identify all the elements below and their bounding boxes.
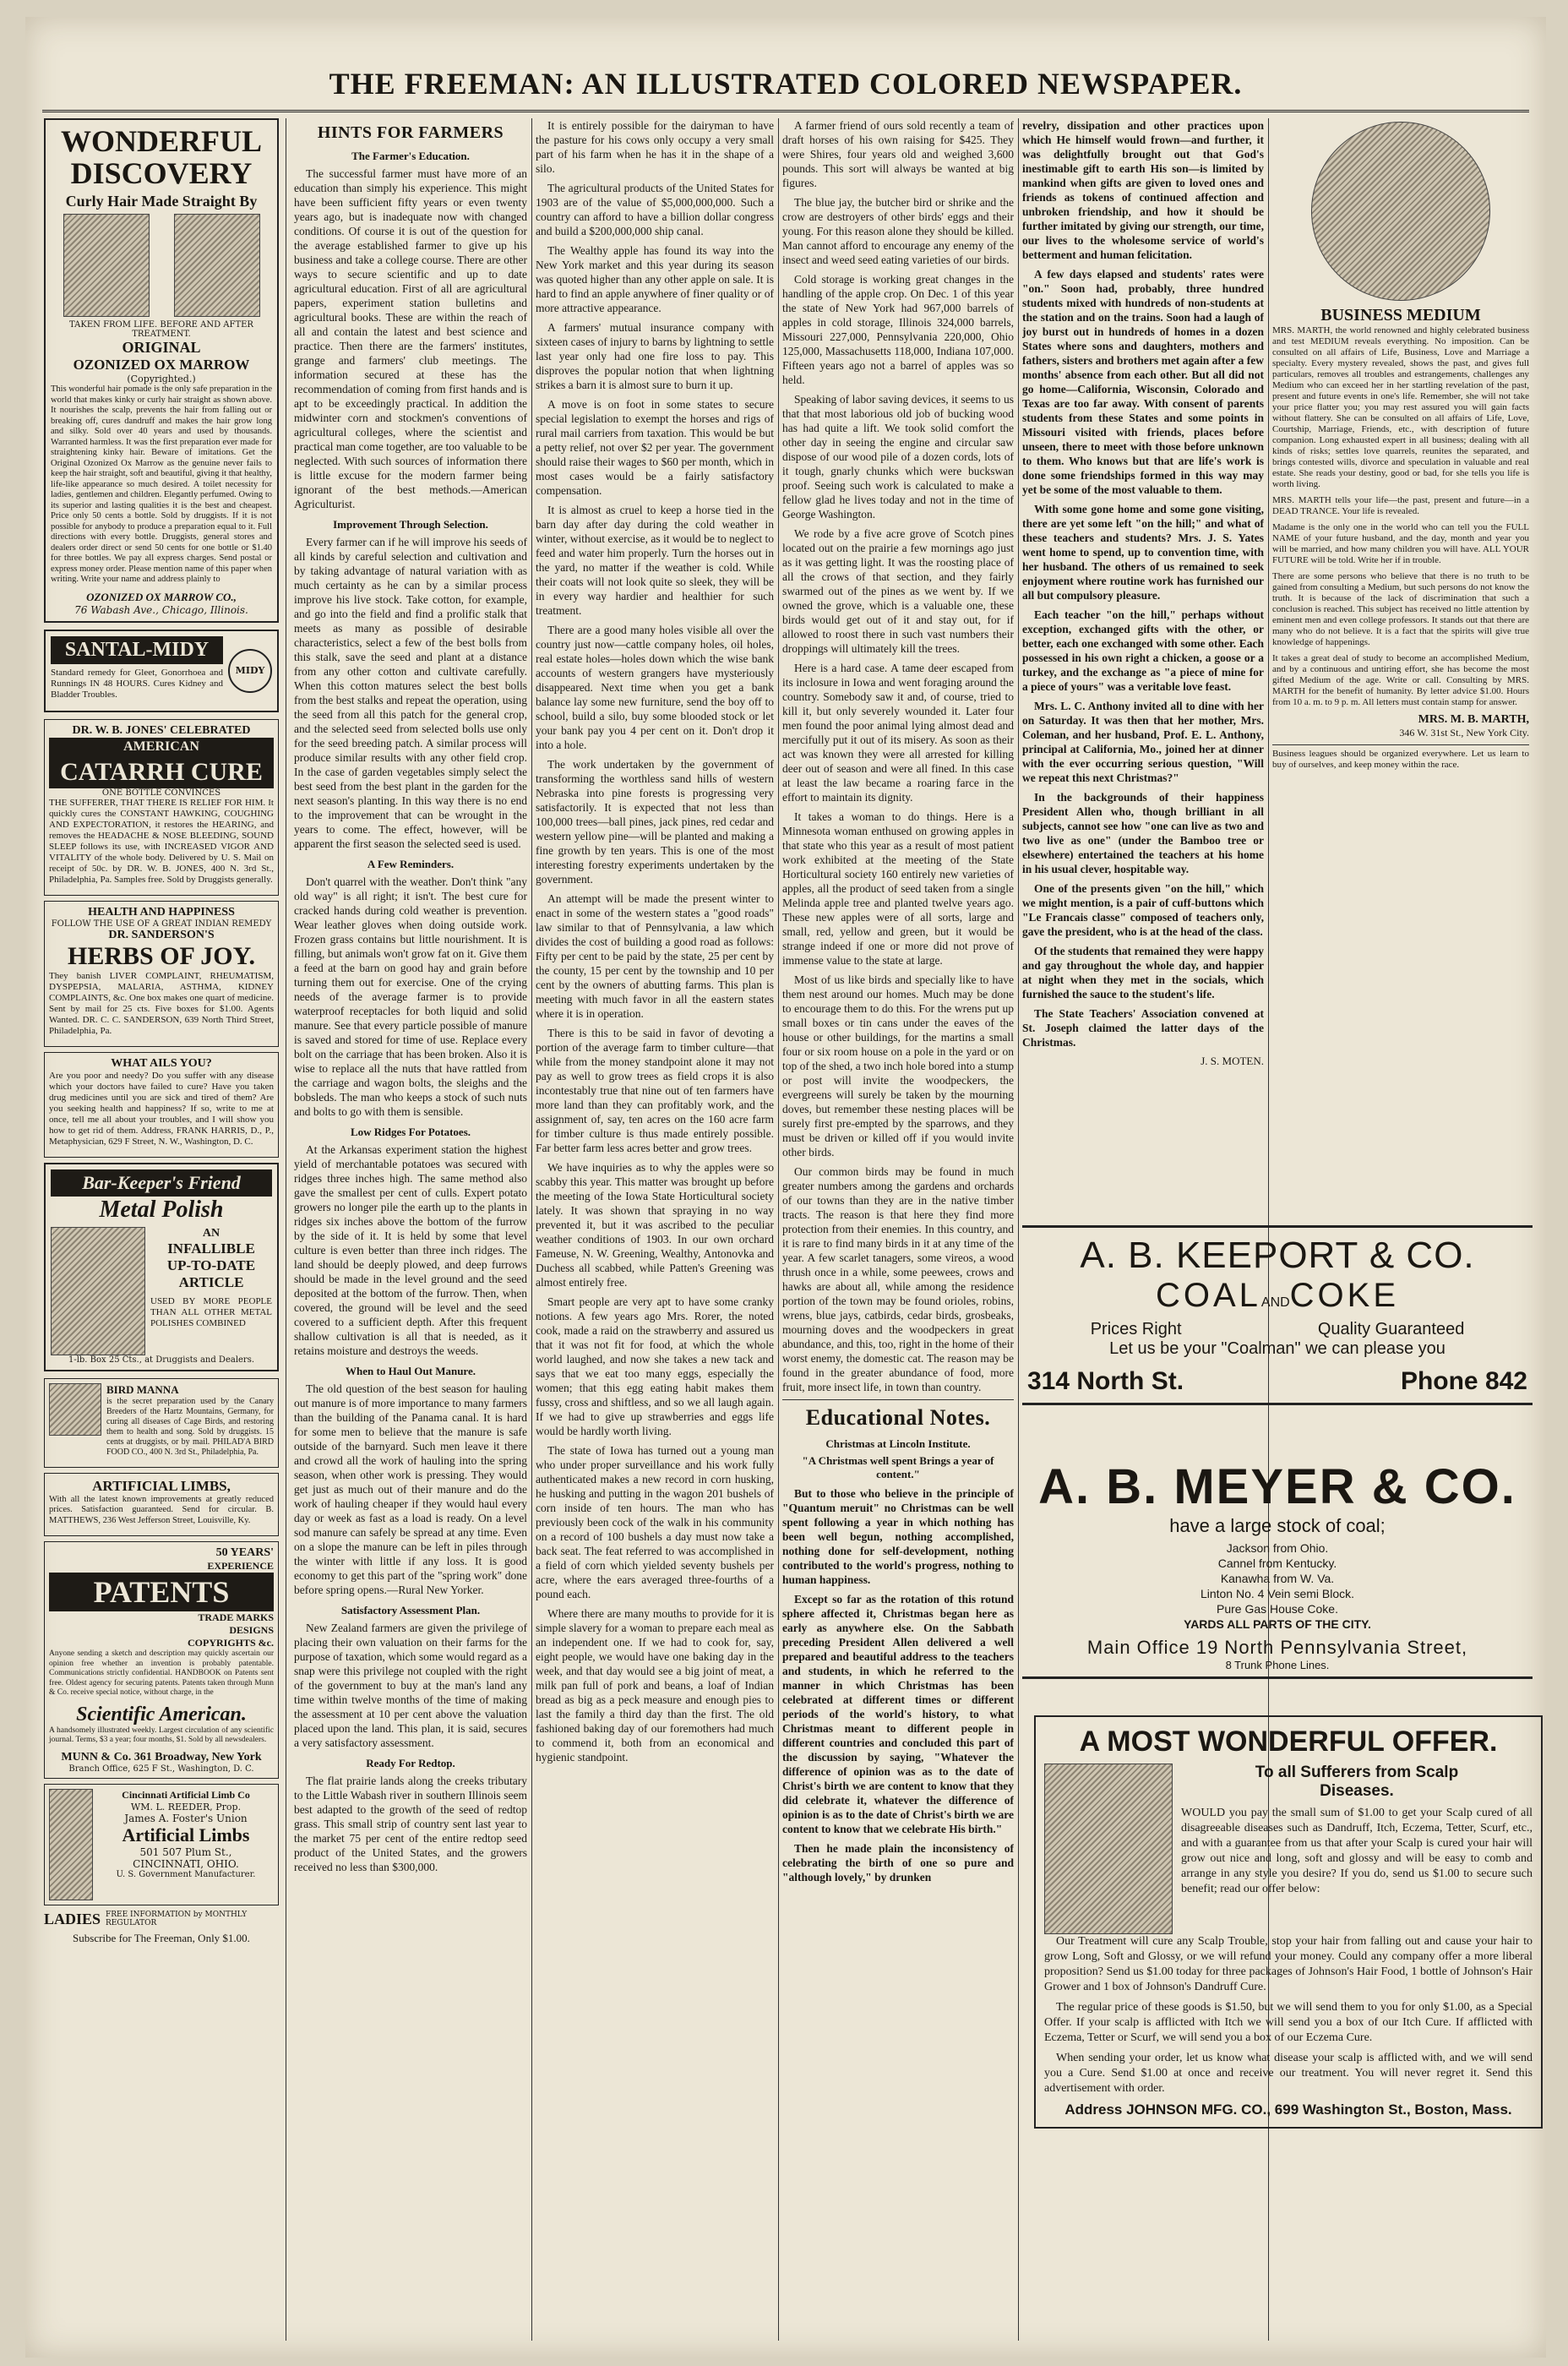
ad-catarrh-title2: CATARRH CURE — [49, 756, 274, 788]
ad-santal-midy — [44, 630, 279, 712]
ad-barkeeper-price: 1-lb. Box 25 Cts., at Druggists and Dealers. — [68, 1355, 255, 1365]
meyer-line: Jackson from Ohio. — [1226, 1541, 1329, 1555]
ad-herbs-top: HEALTH AND HAPPINESS — [88, 905, 235, 919]
meyer-yards: YARDS ALL PARTS OF THE CITY. — [1184, 1617, 1371, 1631]
meyer-office: Main Office 19 North Pennsylvania Street, — [1086, 1637, 1468, 1658]
subscribe-note: Subscribe for The Freeman, Only $1.00. — [73, 1931, 250, 1944]
article-paragraph: Most of us like birds and specially like to have them nest around our homes. Much may be done to encourage them to do this. For the wrens put up small boxes or tin cans under the eaves of the house or other buildings, for the martins a small four or six room house on a pole in the yard or on top of the shed, a two inch hole bored into a stump or post will invite the woodpeckers, the evergreens will surely be taken by the mourning doves, but remember these nesting places will be surely first pre-empted by the sparrows, and they must be driven or killed off if you would invite other birds. — [782, 973, 1014, 1158]
medium-signature: MRS. M. B. MARTH, — [1418, 713, 1529, 726]
article-paragraph: There is this to be said in favor of devoting a portion of the average farm to timber culture—that while from the money standpoint alone it may not pay as well to grow trees as field crops it is also incontestably true that nine out of ten farmers have more land than they can profitably work, and the assignment of, say, ten acres on the 160 acre farm for timber culture is thus made entirely possible. Far better farm less acres better and grow trees. — [536, 1027, 774, 1154]
ad-ails-body: Are you poor and needy? Do you suffer with any disease which your doctors have failed to cure? Have you taken drug medicines until you are sick and tired of them? Are you seeking health and happiness? If so, write to me at once, tell me all about your troubles, and I will show you how to get rid of them. Address, FRANK HARRIS, D., P., Metaphysician, 629 F Street, N. W., Washington, D. C. — [49, 1070, 274, 1147]
article-paragraph: We rode by a five acre grove of Scotch pines located out on the prairie a few mornings ago just as it was getting light. It was the roosting place of all the crows of that section, and they fairly swarmed out of the pines as we went by. If we owned the grove, which is a valuable one, these birds would get out of it and stay out, for if allowed to roost there in such vast numbers their droppings will ultimately kill the trees. — [782, 527, 1014, 655]
offer-sub2: Diseases. — [1320, 1782, 1394, 1800]
ad-herbs-of-joy — [44, 901, 279, 1047]
ad-cincinnati-city: CINCINNATI, OHIO. — [133, 1857, 239, 1870]
column-farm-notes — [536, 118, 774, 2341]
edu-quote: "A Christmas well spent Brings a year of content." — [802, 1454, 994, 1480]
keeport-address: 314 North St. — [1027, 1367, 1184, 1395]
ad-barkeeper-slogan4: ARTICLE — [178, 1273, 244, 1290]
article-paragraph: One of the presents given "on the hill," which we might mention, is a pair of cuff-buttons which "Le Francais classe" composed of teachers only, gave the president, who is at the head of the class. — [1022, 882, 1264, 938]
article-subheading: Ready For Redtop. — [366, 1757, 455, 1769]
article-paragraph: Smart people are very apt to have some cranky notions. A few years ago Mrs. Rorer, the noted cook, made a raid on the strawberry and assured us that it was not fit for food, at which the whole world laughed, and now she takes a new tack and says that we eat too many eggs, especially the women; that this egg eating habit makes them fussy, cross and shiftless, and so we all laugh again. If we had to give up strawberries and eggs life would be hardly worth living. — [536, 1295, 774, 1437]
after-portrait-image — [174, 214, 260, 317]
masthead-rule — [42, 110, 1529, 112]
bird-image — [49, 1383, 101, 1436]
offer-paragraph: WOULD you pay the small sum of $1.00 to get your Scalp cured of all disagreeable diseases such as Dandruff, Itch, Eczema, Tetter, Scurf, etc., and with a guarantee from us that after your Scalp is cured your hair will grow out nice and long, soft and glossy and will be easy to comb and arrange in any style you desire? If you do, send us $1.00 to secure such benefit; read our offer below: — [1181, 1807, 1533, 1895]
article-paragraph: We have inquiries as to why the apples were so scabby this year. This matter was brought up before the meeting of the Iowa State Horticultural society lately. It was shown that spraying in no way prevented it, but it was ascribed to the peculiar weather conditions of 1903. In our own orchard Fameuse, N. W. Greening, Wealthy, Antonovka and Duchess all scabbed, while Patten's Greening was almost entirely free. — [536, 1161, 774, 1289]
barkeeper-illustration-image — [51, 1227, 145, 1355]
ad-hair-caption: TAKEN FROM LIFE. BEFORE AND AFTER TREATMENT. — [69, 320, 253, 339]
ad-cincinnati-gov: U. S. Government Manufacturer. — [116, 1869, 256, 1879]
meyer-line: Cannel from Kentucky. — [1217, 1556, 1337, 1570]
ad-hair-marrow — [44, 118, 279, 623]
medium-paragraph: MRS. MARTH, the world renowned and highly celebrated business and test MEDIUM reveals everything. No imposition. Can be consulted on all affairs of Life, Business, Love and Marriage a specialty. Every mystery revealed, shows the past, and gives full particulars, removes all troubles and estrangements, challenges any Medium who can exceed her in her startling revelation of the past, present and future events in one's life. Remember, she will not take your price flatter you; you may rest assured you will gain facts without flattery. She can be consulted on all affairs of Life, Love, Courtship, Marriage, Friends, etc., with description of future companion. Long exhausted expert in all business; dealing with all kinds of risks; settles love quarrels, reunites the separated, and brings contested wills, divorce and speculation in valuable and real estate. She reads your destiny, good or bad, for she tells you life is worth living. — [1272, 325, 1529, 489]
article-paragraph: The state of Iowa has turned out a young man who under proper surveillance and his work fully authenticated makes a new record in corn husking, he husking and putting in the wagon 201 bushels of corn inside of ten hours. The man who has previously been cock of the walk in his community on a record of 100 bushels a day must now take a back seat. The feat referred to was accomplished in a field of corn which yielded seventy bushels per acre, where the ears averaged three-fourths of a pound each. — [536, 1444, 774, 1600]
ad-hair-original: ORIGINAL — [122, 339, 201, 356]
ad-ladies-body: FREE INFORMATION by MONTHLY REGULATOR — [106, 1911, 248, 1927]
ad-limbs-body: With all the latest known improvements at greatly reduced prices. Satisfaction guaranteed. Send for circular. B. MATTHEWS, 236 West Jefferson Street, Louisville, Ky. — [49, 1494, 274, 1525]
article-paragraph: Where there are many mouths to provide for it is simple slavery for a woman to prepare each meal as an independent one. If we had to cook for, say, eight people, we would have one baking day in the week, and that day would see a big joint of meat, a milk pan full of pork and beans, a loaf of Indian bread as big as a peck measure and enough pies to last the family a third day than the first. The old fashioned baking day of our foremothers had much to commend it, both from an economical and hygienic standpoint. — [536, 1607, 774, 1764]
ad-cincinnati-names: WM. L. REEDER, Prop. — [130, 1801, 242, 1813]
ad-barkeeper-slogan1: AN — [202, 1226, 220, 1240]
meyer-line: Pure Gas House Coke. — [1217, 1602, 1338, 1616]
ad-barkeepers-friend — [44, 1163, 279, 1371]
ad-hair-copyright: (Copyrighted.) — [127, 373, 196, 384]
ad-keeport-coal — [1022, 1225, 1533, 1405]
article-paragraph: The flat prairie lands along the creeks tributary to the Little Wabash river in southern Illinois seem best adapted to the growth of the seed of redtop grass. This small strip of country sent last year to the market 75 per cent of the entire redtop seed product of the United States, and the growers received no less than $300,000. — [294, 1774, 527, 1873]
ad-patents-journal-body: A handsomely illustrated weekly. Largest circulation of any scientific journal. Terms, $3 a year; four months, $1. Sold by all newsdealers. — [49, 1725, 274, 1744]
section-heading: HINTS FOR FARMERS — [317, 123, 504, 142]
offer-sub1: To all Sufferers from Scalp — [1255, 1764, 1459, 1781]
article-paragraph: Cold storage is working great changes in the handling of the apple crop. On Dec. 1 of this year the state of New York had 967,000 barrels of apples in cold storage, Illinois 324,000 barrels, Missouri 227,000, Pennsylvania 220,000, Ohio 125,000, Massachusetts 118,000, Indiana 107,000. Fifteen years ago not a barrel of apples was so held. — [782, 273, 1014, 386]
ad-hair-company: OZONIZED OX MARROW CO., — [86, 590, 237, 603]
keeport-name: A. B. KEEPORT & CO. — [1080, 1235, 1475, 1276]
ad-patents-journal: Scientific American. — [76, 1703, 247, 1725]
meyer-line: Kanawha from W. Va. — [1220, 1572, 1335, 1585]
educational-notes-heading: Educational Notes. — [782, 1399, 1014, 1431]
ad-cincinnati-limb — [44, 1784, 279, 1905]
newspaper-page — [25, 17, 1546, 2358]
ad-barkeeper-title2: Metal Polish — [99, 1196, 224, 1223]
ad-hair-product: OZONIZED OX MARROW — [73, 357, 250, 373]
before-portrait-image — [63, 214, 150, 317]
ad-santal-body: Standard remedy for Gleet, Gonorrhoea and Runnings IN 48 HOURS. Cures Kidney and Bladder Troubles. — [51, 667, 223, 700]
ad-cincinnati-title: Cincinnati Artificial Limb Co — [122, 1788, 250, 1801]
keeport-slogan: Let us be your "Coalman" we can please you — [1109, 1339, 1446, 1358]
keeport-and: AND — [1260, 1295, 1290, 1310]
article-paragraph: Every farmer can if he will improve his seeds of all kinds by careful selection and cultivation and by taking advantage of natural variation with as much certainty as he can by a similar process improve his live stock. Take cotton, for example, and go into the field and find a prolific stalk that meets as many as possible of desirable characteristics, select a few of the best bolls from this stalk, save the seed and plant at a distance from any other cotton and cultivate carefully. When this cotton matures select the best bolls from the best stalks and repeat the operation, using the seed from all this patch for the general crop, and the selected seed from selected bolls use only for the seed breeding patch. A similar process will produce similar results with any other field crop. In the case of garden vegetables simply select the best seed from the best plant in the garden for the next season's planting. In this way there is no end to the improvement that can be wrought in the years to come. The effect, however, will be apparent the first season the selected seed is used. — [294, 536, 527, 850]
ad-hair-title1: WONDERFUL — [60, 124, 262, 158]
article-paragraph: A farmer friend of ours sold recently a team of draft horses of his own raising for $425. They were Shires, four years old and weighed 3,600 pounds. This sort will always be wanted at big figures. — [782, 119, 1014, 189]
keeport-quality: Quality Guaranteed — [1317, 1320, 1465, 1338]
meyer-line: Linton No. 4 Vein semi Block. — [1200, 1587, 1355, 1600]
ad-catarrh-cure — [44, 719, 279, 896]
offer-paragraph: Our Treatment will cure any Scalp Trouble, stop your hair from falling out and cause your hair to grow Long, Soft and Glossy, or we will refund your money. Could any company offer a more liberal proposition? Send us $1.00 today for three packages of Johnson's Hair Food, 1 bottle of Johnson's Hair Grower and 1 box of Johnson's Dandruff Cure. — [1044, 1935, 1533, 1993]
ad-bird-title: BIRD MANNA — [106, 1382, 179, 1396]
offer-paragraph: When sending your order, let us know what disease your scalp is afflicted with, and we will send you a Cure. Send $1.00 at once and receive our treatment. You will never regret it. Send this advertisement with order. — [1044, 2052, 1533, 2095]
column-rule — [531, 118, 532, 2341]
ad-catarrh-title1: AMERICAN — [49, 738, 274, 756]
ad-meyer-coal — [1022, 1453, 1533, 1679]
article-paragraph: revelry, dissipation and other practices upon which He himself would frown—and further, it was delightfully brought out that God's inestimable gift to earth His son—is limited by mankind when gifts are given to loved ones and friends as tokens of continued affection and unbroken friendship, and how it should be further imitated by giving our strength, our time, our lives to the wholesome service of world's betterment and human felicitation. — [1022, 119, 1264, 261]
masthead: THE FREEMAN: AN ILLUSTRATED COLORED NEWSPAPER. — [329, 67, 1243, 101]
ad-ladies-title: LADIES — [44, 1910, 101, 1927]
article-paragraph: But to those who believe in the principle of "Quantum meruit" no Christmas can be well spent following a year in which nothing has been well begun, nothing accomplished, nothing done for self-development, nothing contributed to the world's progress, nothing to human happiness. — [782, 1487, 1014, 1586]
ad-barkeeper-slogan3: UP-TO-DATE — [166, 1257, 256, 1273]
column-rule — [1018, 118, 1019, 2341]
ad-patents-branch: Branch Office, 625 F St., Washington, D. C. — [68, 1764, 254, 1774]
business-leagues-note: Business leagues should be organized everywhere. Let us learn to buy of ourselves, and keep money within the race. — [1272, 744, 1529, 771]
ad-johnson-scalp-offer — [1034, 1715, 1543, 2129]
article-paragraph: At the Arkansas experiment station the highest yield of merchantable potatoes was secured with ridges three inches high. The same method also gave the smallest per cent of culls. Expert potato growers no longer pile the earth up to the plants in ridges six inches above the bottom of the furrow by the side of it. It is held by some that level culture is even better than three inch ridges. The land should be deeply plowed, and deep furrows should be made in the level ground and the seed deposited at the bottom of the furrow. Then, when covered, the ground will be level and the seed covered to a sufficient depth. After this frequent shallow cultivation is all that is needed, as it retains moisture and destroys the weeds. — [294, 1143, 527, 1357]
meyer-phones: 8 Trunk Phone Lines. — [1225, 1659, 1330, 1671]
article-paragraph: Here is a hard case. A tame deer escaped from its inclosure in Iowa and went foraging around the country. Somebody saw it and, of course, tried to kill it, but only severely wounded it. Later four men found the poor animal lying almost dead and mercifully put it out of its misery. As soon as their act was known they were all arrested for killing deer out of season and were all fined. In this case at least the law became a roaring farce in the effort to maintain its dignity. — [782, 662, 1014, 804]
keeport-prices: Prices Right — [1090, 1320, 1182, 1338]
medium-paragraph: MRS. MARTH tells your life—the past, present and future—in a DEAD TRANCE. Your life is revealed. — [1272, 495, 1529, 516]
article-paragraph: In the backgrounds of their happiness President Allen who, though brilliant in all subjects, cannot see how "one can live as two and two live as one" (under the Bamboo tree or elsewhere) entertained the teachers at his home in his usual clever, hospitable way. — [1022, 791, 1264, 875]
article-paragraph: A move is on foot in some states to secure special legislation to exempt the horses and rigs of rural mail carriers from taxation. This would be but a petty relief, not over $2 per year. The government should raise their wages to $60 per month, which in most cases would be a fairly satisfactory compensation. — [536, 398, 774, 497]
ad-ails-title: WHAT AILS YOU? — [111, 1056, 212, 1070]
midy-badge: MIDY — [228, 649, 272, 693]
article-subheading: A Few Reminders. — [367, 858, 455, 870]
article-subheading: The Farmer's Education. — [351, 150, 470, 162]
article-paragraph: Speaking of labor saving devices, it seems to us that that most laborious old job of bucking wood has had quite a lift. We took solid comfort the other day in seeing the engine and circular saw dispose of our wood pile of a dozen cords, lots of it tough, gnarly chunks which were buckswan proof. Seeing such work is calculated to make a fellow glad he lives today and not in the time of George Washington. — [782, 393, 1014, 521]
woman-portrait-image — [1044, 1764, 1173, 1934]
ad-patents-top2: EXPERIENCE — [207, 1560, 274, 1572]
article-paragraph: Each teacher "on the hill," perhaps without exception, exchanged gifts with the other, or better, each one exchanged with some other. Each possessed in his own right a chicken, a goose or a turkey, and the exchange as "a piece of mine for a piece of yours" was a veritable love feast. — [1022, 608, 1264, 693]
ad-catarrh-tagline: ONE BOTTLE CONVINCES — [101, 788, 221, 798]
article-subheading: When to Haul Out Manure. — [346, 1365, 476, 1377]
ad-hair-address: 76 Wabash Ave., Chicago, Illinois. — [74, 603, 248, 616]
column-rule — [778, 118, 779, 2341]
ad-catarrh-top: DR. W. B. JONES' CELEBRATED — [72, 723, 251, 737]
column-hints-for-farmers — [294, 118, 527, 2341]
ad-herbs-body: They banish LIVER COMPLAINT, RHEUMATISM, DYSPEPSIA, MALARIA, ASTHMA, KIDNEY COMPLAINTS, &c. One box makes one quart of medicine. Sent by mail for 25 cts. Five boxes for $1.00. Agents Wanted. DR. C. C. SANDERSON, 639 North Third Street, Philadelphia, Pa. — [49, 970, 274, 1036]
article-paragraph: The work undertaken by the government of transforming the worthless sand hills of western Nebraska into pine forests is progressing very satisfactorily. It is expected that not less than 100,000 trees—ball pines, jack pines, red cedar and western yellow pine—will be planted and making a fine growth by ten years. This is one of the most interesting forestry experiments undertaken by the government. — [536, 758, 774, 886]
article-subheading: Satisfactory Assessment Plan. — [340, 1604, 481, 1616]
column-ads — [44, 118, 279, 2341]
keeport-coke: COKE — [1289, 1277, 1400, 1314]
ad-what-ails-you — [44, 1052, 279, 1158]
ad-patents — [44, 1541, 279, 1779]
ad-barkeeper-used-by: USED BY MORE PEOPLE THAN ALL OTHER METAL POLISHES COMBINED — [150, 1295, 272, 1328]
ad-limbs-title: ARTIFICIAL LIMBS, — [92, 1477, 231, 1494]
meyer-name: A. B. MEYER & CO. — [1038, 1459, 1516, 1514]
article-paragraph: The old question of the best season for hauling out manure is of more importance to many farmers than the building of the Panama canal. It is hard for some men to believe that the manure is safe outside of the barnyard. Such men leave it there and crowd all the work of hauling into the spring season, when other work is pressing. They would get just as much out of their manure and do the work of hauling cheaper if they would haul every day or week as fast as a load is ready. On a level sod manure can safely be spread at any time. Even on a slope the manure can be left in piles through the winter with little if any loss. It is good economy to get this part of the "spring work" done before spring opens.—Rural New Yorker. — [294, 1382, 527, 1596]
article-paragraph: It takes a woman to do things. Here is a Minnesota woman enthused on growing apples in that state who this year as a result of most patient work exhibited at the meeting of the State Horticultural society 160 entirely new varieties of apples, all the product of seed taken from a single Melinda apple tree and planted twelve years ago. These new apples were of all sorts, large and small, red, yellow and green, but it would be strange indeed if one or more did not prove of immense value to the state at large. — [782, 810, 1014, 967]
column-education-continued — [1022, 118, 1264, 1183]
article-paragraph: It is entirely possible for the dairyman to have the pasture for his cows only occupy a very small part of his farm when he has it in the shape of a silo. — [536, 119, 774, 175]
ad-bird-body: is the secret preparation used by the Canary Breeders of the Hartz Mountains, Germany, for curing all diseases of Cage Birds, and restoring them to health and song. Sold by druggists. 15 cents at druggists, or by mail. PHILAD'A BIRD FOOD CO., 400 N. 3rd St., Philadelphia, Pa. — [106, 1396, 274, 1457]
ad-patents-line1: TRADE MARKS — [198, 1611, 274, 1623]
meyer-tagline: have a large stock of coal; — [1169, 1515, 1386, 1536]
ad-hair-body: This wonderful hair pomade is the only safe preparation in the world that makes kinky or curly hair straight as shown above. It nourishes the scalp, prevents the hair from falling out or breaking off, cures dandruff and makes the hair grow long and silky. Sold over 40 years and used by thousands. Warranted harmless. It was the first preparation ever made for straightening kinky hair. Beware of imitations. Get the Original Ozonized Ox Marrow as the genuine never fails to keep the hair straight, soft and beautiful, giving it that healthy, life-like appearance so much desired. A toilet necessity for ladies, gentlemen and children. Elegantly perfumed. Owing to its superior and lasting qualities it is the best and cheapest. Price only 50 cents a bottle. Sold by druggists. If it is not possible for anybody to produce a preparation equal to it. Full directions with every bottle. Druggists, general stores and dealers order direct or send 50 cents for one bottle or $1.40 for three bottles. We pay all express charges. Send postal or express money order. Please mention name of this paper when writing. Write your name and address plainly to — [51, 384, 272, 584]
ad-herbs-title: HERBS OF JOY. — [68, 941, 255, 970]
article-paragraph: With some gone home and some gone visiting, there are yet some left "on the hill;" and what of these teachers and students? Mrs. J. S. Yates went home to spend, up to convention time, with her husband. The others of us remained to seek enjoyment where routine work has furnished our all but compulsory pleasure. — [1022, 503, 1264, 602]
medium-address: 346 W. 31st St., New York City. — [1399, 727, 1529, 739]
ad-barkeeper-title: Bar-Keeper's Friend — [51, 1169, 272, 1197]
article-paragraph: Mrs. L. C. Anthony invited all to dine with her on Saturday. It was then that her mother, Mrs. Coleman, and her husband, Prof. E. L. Anthony, principal at California, Mo., joined her at dinner with the ever occurring serious question, "Will we repeat this next Christmas?" — [1022, 700, 1264, 784]
ad-herbs-line3: DR. SANDERSON'S — [108, 928, 215, 941]
ad-patents-line3: COPYRIGHTS &c. — [188, 1637, 274, 1649]
medium-portrait-image — [1311, 122, 1490, 301]
ad-hair-subtitle: Curly Hair Made Straight By — [65, 193, 258, 210]
article-paragraph: The blue jay, the butcher bird or shrike and the crow are destroyers of other birds' eggs and their young. For this reason alone they should be killed. Man cannot afford to encourage any enemy of the insect and weed seed eating varieties of our birds. — [782, 196, 1014, 266]
ad-cincinnati-title2: Artificial Limbs — [122, 1824, 250, 1845]
ad-cincinnati-line: James A. Foster's Union — [124, 1812, 248, 1824]
ad-patents-top1: 50 YEARS' — [215, 1546, 274, 1559]
ad-barkeeper-slogan2: INFALLIBLE — [167, 1240, 255, 1257]
article-paragraph: Of the students that remained they were happy and gay throughout the whole day, and happier at night when they met in the socials, which furnished the sauce to the student's life. — [1022, 945, 1264, 1000]
article-paragraph: Then he made plain the inconsistency of celebrating the birth of one so pure and "although lovely," by drunken — [782, 1842, 1014, 1884]
article-signature: J. S. MOTEN. — [1200, 1055, 1264, 1067]
article-paragraph: Except so far as the rotation of this rotund sphere affected it, Christmas began here as early as anywhere else. On the Sabbath preceding President Allen delivered a well prepared and beautiful address to the teachers and students, in which he referred to the manner in which Christmas has been celebrated at different times or different periods of the world's history, to what Christmas meant to different people in different countries and concluded this part of the discussion by saying, "Whatever the difference of opinion was as to the date of Christ's birth we are content to know that they did celebrate it, whatever the difference of opinion is as to the date of Christ's birth we are content to know that we celebrate His birth." — [782, 1593, 1014, 1835]
ad-hair-title2: DISCOVERY — [70, 156, 253, 190]
column-farm-notes-and-education — [782, 118, 1014, 2341]
article-subheading: Christmas at Lincoln Institute. — [825, 1437, 971, 1450]
keeport-coal: COAL — [1155, 1277, 1261, 1314]
article-subheading: Improvement Through Selection. — [333, 518, 488, 531]
ad-ladies — [44, 1911, 279, 1928]
medium-paragraph: There are some persons who believe that there is no truth to be gained from consulting a Medium, but such persons do not know the truth. It is because of the lack of discrimination that such a conclusion is reached. This subject has received no little attention by eminent men and even college professors. It stands out that there are many who do not believe. It is a fact that the spirits will give true knowledge of happenings. — [1272, 571, 1529, 647]
article-paragraph: It is almost as cruel to keep a horse tied in the barn day after day during the cold weather in winter, without exercise, as it would be to neglect to feed and water him properly. Turn the horses out in the yard, no matter if the weather is cold. While their coats will not look quite so sleek, they will be in every way hardier and healthier for such treatment. — [536, 504, 774, 617]
article-paragraph: The agricultural products of the United States for 1903 are of the value of $5,000,000,000. Such a country can afford to have a billion dollar congress and build a $200,000,000 ship canal. — [536, 182, 774, 237]
article-paragraph: A few days elapsed and students' rates were "on." Soon had, probably, three hundred students mixed with hundreds of non-students at the station and on the trains. Soon had a laugh of joy burst out in hundreds of homes in a dozen States where sons and daughters, mothers and fathers, sisters and brothers met again after a few months' absence from each other. But all did not go home—California, Wisconsin, Colorado and Texas are too far away. With consent of parents students from these States and some points in Missouri visited with friends, places before unseen, there to meet with those before unknown to them. Who knows but that are life's work is done some friendships formed in this way may yet be some of the most valuable to them. — [1022, 268, 1264, 496]
offer-title: A MOST WONDERFUL OFFER. — [1079, 1725, 1498, 1758]
offer-paragraph: The regular price of these goods is $1.50, but we will send them to you for only $1.00, as a Special Offer. If your scalp is afflicted with Itch we will send you a box of our Itch Cure. If afflicted with Eczema, Tetter or Scurf, we will send you a box of our Eczema Cure. — [1044, 2001, 1533, 2044]
ad-santal-title: SANTAL-MIDY — [51, 636, 223, 664]
medium-paragraph: It takes a great deal of study to become an accomplished Medium, and by a continuous and untiring effort, she has become the most gifted Medium of the age. Write or call. Consulting by MRS. MARTH for the benefit of humanity. By letter advice $1.00. Hours from 10 a. m. to 9 p. m. All letters must contain stamp for answer. — [1272, 653, 1529, 707]
artificial-leg-image — [49, 1789, 93, 1900]
ad-bird-manna — [44, 1378, 279, 1468]
article-paragraph: A farmers' mutual insurance company with sixteen cases of injury to barns by lightning to settle last year only had one fire loss to pay. This disproves the popular notion that when lightning strikes a barn it is almost sure to burn it up. — [536, 321, 774, 391]
article-paragraph: The State Teachers' Association convened at St. Joseph claimed the latter days of the Christmas. — [1022, 1007, 1264, 1049]
article-paragraph: Don't quarrel with the weather. Don't think "any old way" is all right; it isn't. The best cure for cracked hands during cold weather is prevention. Wear leather gloves when doing outside work. Frozen grass contains but little nourishment. It is filling, but animals won't grow fat on it. Give them a feed at the barn on good hay and grain before turning them out for exercise. One of the crying needs of the average farmer is to provide waterproof receptacles for both liquid and solid manure. See that every particle possible of manure is saved and stored for time of use. Replace every bolt on the carriage that has been broken. Also it is wise to replace all the nuts that have rattled from the carriage and wagon bolts, the sleighs and the bobsleds. The man who keeps a stock of such nuts and bolts to go with them is sensible. — [294, 875, 527, 1118]
ad-artificial-limbs — [44, 1473, 279, 1537]
article-paragraph: There are a good many holes visible all over the country just now—cattle company holes, oil holes, real estate holes—holes down which the wise bank accounts of western grangers have mysteriously disappeared. Next time when you get a bank balance lay some new furniture, send the boy off to school, build a silo, buy some blooded stock or let your bank pay you 4 per cent on it. Don't drop it into a hole. — [536, 624, 774, 751]
ad-patents-munn: MUNN & Co. 361 Broadway, New York — [61, 1750, 262, 1764]
article-paragraph: The Wealthy apple has found its way into the New York market and this year during its season was quoted higher than any other apple on sale. It is hard to find an apple anywhere of finer quality or of more attractive appearance. — [536, 244, 774, 314]
article-paragraph: An attempt will be made the present winter to enact in some of the western states a "good roads" law similar to that of Pennsylvania, a law which divides the cost of building a good road as follows: Fifty per cent to be paid by the state, 25 per cent by the county, 15 per cent by the township and 10 per cent by the owners of abutting farms. This plan is meeting with much favor in all the eastern states where it is in operation. — [536, 892, 774, 1020]
ad-business-medium — [1272, 118, 1529, 1183]
ad-cincinnati-address: 501 507 Plum St., — [139, 1845, 232, 1858]
article-paragraph: Our common birds may be found in much greater numbers among the gardens and orchards of our towns than they are in the native timber tracts. The reason is that here they find more protection from their enemies. In this country, and it is rare to find many birds in it at any time of the year. A few scarlet tanagers, some vireos, a wood thrush once in a while, some peewees, crows and hawks are about all, while among the residence portion of the town may be found orioles, robins, wrens, blue jays, catbirds, cedar birds, grosbeaks, mourning doves and the woodpeckers in great abundance, and this, too, right in the home of their worst enemy, the domestic cat. The reason may be found in the greater abundance of food, more fruit, more insect life, in town than country. — [782, 1165, 1014, 1393]
ad-patents-title: PATENTS — [49, 1573, 274, 1611]
keeport-phone: Phone 842 — [1400, 1367, 1527, 1395]
medium-paragraph: Madame is the only one in the world who can tell you the FULL NAME of your future husband, and the day, month and year you will be married, and how many children you will have. ALL YOUR FUTURE will be told. Write her if in trouble. — [1272, 522, 1529, 565]
ad-herbs-line2: FOLLOW THE USE OF A GREAT INDIAN REMEDY — [51, 919, 272, 929]
ad-catarrh-body: THE SUFFERER, THAT THERE IS RELIEF FOR HIM. It quickly cures the CONSTANT HAWKING, COUGHING AND EXPECTORATION, it restores the HEARING, and removes the HEADACHE & NOSE BLEEDING, SOUND SLEEP follows its use, with INCREASED VIGOR AND VITALITY of the whole body. Delivered by U. S. Mail on receipt of 50c. by DR. W. B. JONES, 400 N. 3rd St., Philadelphia, Pa. Samples free. Sold by Druggists generally. — [49, 797, 274, 885]
article-paragraph: The successful farmer must have more of an education than simply his experience. This might have been sufficient fifty years or even twenty years ago, but is inadequate now with changed conditions. Of course it is out of the question for the average established farmer to give up his business and take a college course. There are other ways to secure scientific and up to date agricultural education. First of all are agricultural papers, experiment station bulletins and agricultural books. These are within the reach of all and contain the latest and best science and practice. Then there are the farmers' institutes, grange and farmers' club meetings. The information secured at these has the recommendation of coming from first hands and is apt to be exceedingly practical. In addition the midwinter corn and stockmen's conventions of agricultural colleges, where the scientist and practical man come together, are too valuable to be neglected. With such sources of information there is little excuse for the modern farmer being ignorant of the best methods.—American Agriculturist. — [294, 167, 527, 510]
article-subheading: Low Ridges For Potatoes. — [350, 1126, 471, 1138]
ad-patents-body: Anyone sending a sketch and description may quickly ascertain our opinion free whether an invention is probably patentable. Communications strictly confidential. HANDBOOK on Patents sent free. Oldest agency for securing patents. Patents taken through Munn & Co. receive special notice, without charge, in the — [49, 1649, 274, 1697]
ad-patents-line2: DESIGNS — [229, 1624, 274, 1636]
offer-address: Address JOHNSON MFG. CO., 699 Washington St., Boston, Mass. — [1064, 2102, 1512, 2118]
article-paragraph: New Zealand farmers are given the privilege of placing their own valuation on their farms for the purpose of taxation, which some would regard as a snap were this privilege not coupled with the right of the government to buy at the man's land any time within twelve months of the time of making the assessment at 10 per cent above the valuation placed upon the land. This plan, it is said, secures a very satisfactory assessment. — [294, 1622, 527, 1749]
medium-caption: BUSINESS MEDIUM — [1320, 306, 1481, 324]
